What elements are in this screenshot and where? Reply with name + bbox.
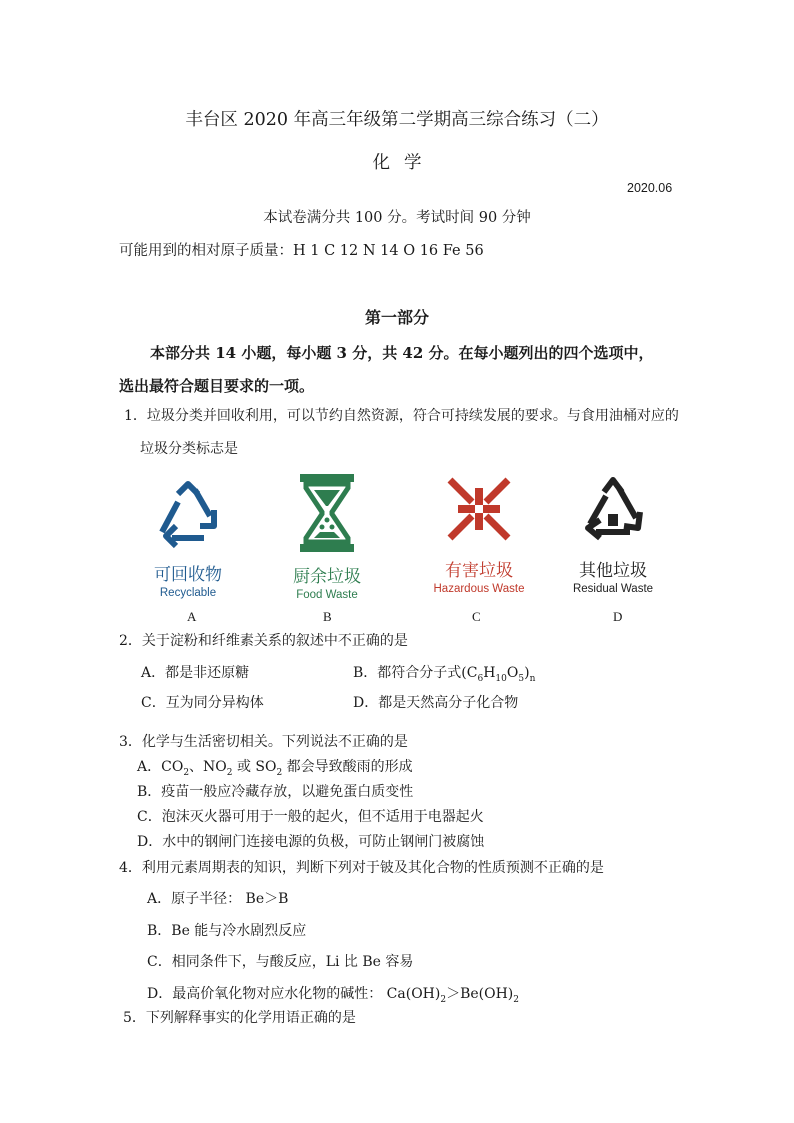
question-2-text: 2．关于淀粉和纤维素关系的叙述中不正确的是 [119,633,408,649]
recyclable-en-label: Recyclable [159,587,217,599]
question-4-option-c: C．相同条件下，与酸反应，Li 比 Be 容易 [147,954,414,970]
hourglass-icon [292,472,362,554]
question-3-option-a: A．$CO_2$、$NO_2$ 或 $SO_2$ 都会导致酸雨的形成 [137,759,413,778]
recyclable-sign [123,480,253,599]
residual-waste-sign [548,474,678,595]
question-2-option-c: C．互为同分异构体 [141,695,264,711]
section-instruction-line1: 本部分共 14 小题，每小题 3 分，共 42 分。在每小题列出的四个选项中， [150,344,654,362]
hazardous-waste-cn-label: 有害垃圾 [445,561,513,581]
food-waste-en-label: Food Waste [296,589,358,601]
question-4-option-b: B．Be 能与冷水剧烈反应 [147,923,307,939]
section-title: 第一部分 [364,308,429,327]
question-3-text: 3．化学与生活密切相关。下列说法不正确的是 [119,734,408,750]
exam-date: 2020.06 [627,181,673,195]
question-4-option-a: A．原子半径： Be＞B [147,891,289,907]
question-4-text: 4．利用元素周期表的知识，判断下列对于铍及其化合物的性质预测不正确的是 [119,860,604,876]
hazard-x-icon [444,474,514,544]
question-1-text-line1: 1．垃圾分类并回收利用，可以节约自然资源，符合可持续发展的要求。与食用油桶对应的 [124,408,679,424]
question-3-option-b: B．疫苗一般应冷藏存放，以避免蛋白质变性 [137,784,414,800]
food-waste-sign [262,472,392,601]
hazardous-waste-sign [414,474,544,595]
exam-title: 丰台区 2020 年高三年级第二学期高三综合练习（二） [185,110,609,130]
residual-triangle-icon [578,474,648,544]
exam-subject: 化学 [372,153,436,173]
recycle-icon [148,480,228,550]
option-letter-a: A [187,609,197,624]
residual-waste-cn-label: 其他垃圾 [579,561,647,581]
option-letter-b: B [323,609,332,624]
question-2-option-b: B．都符合分子式$(C_6H_{10}O_5)_n$ [353,665,536,684]
hazardous-waste-en-label: Hazardous Waste [433,583,525,595]
question-2-option-a: A．都是非还原糖 [141,665,250,681]
residual-waste-en-label: Residual Waste [572,583,654,595]
atomic-mass-line: 可能用到的相对原子质量：H 1 C 12 N 14 O 16 Fe 56 [119,243,484,259]
option-letter-d: D [613,609,623,624]
question-1-text-line2: 垃圾分类标志是 [140,441,238,457]
question-4-option-d: D．最高价氧化物对应水化物的碱性： $Ca(OH)_2>Be(OH)_2$ [147,986,519,1005]
section-instruction-line2: 选出最符合题目要求的一项。 [119,377,315,395]
exam-info: 本试卷满分共 100 分。考试时间 90 分钟 [263,210,531,226]
recyclable-cn-label: 可回收物 [154,565,222,585]
question-3-option-d: D．水中的钢闸门连接电源的负极，可防止钢闸门被腐蚀 [137,834,485,850]
option-letter-c: C [472,609,481,624]
question-2-option-d: D．都是天然高分子化合物 [353,695,519,711]
question-3-option-c: C．泡沫灭火器可用于一般的起火，但不适用于电器起火 [137,809,484,825]
food-waste-cn-label: 厨余垃圾 [293,567,361,587]
question-5-text: 5．下列解释事实的化学用语正确的是 [123,1010,356,1026]
